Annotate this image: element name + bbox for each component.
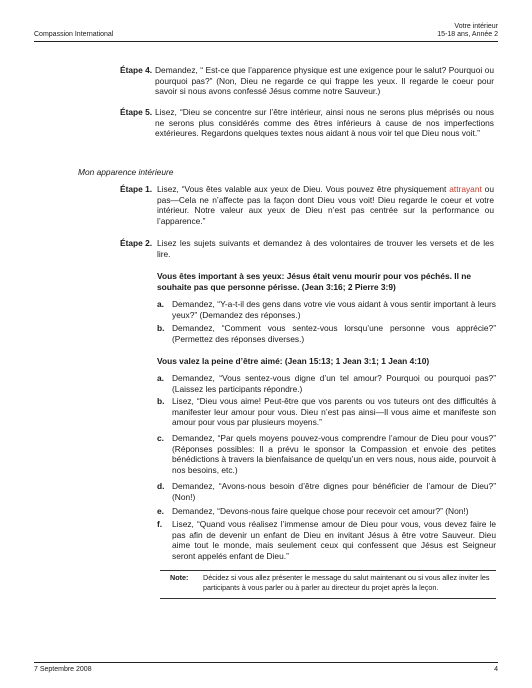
list-item [157, 299, 496, 320]
subheading-loved: Vous valez la peine d’être aimé: (Jean 15:13; 1 Jean 3:1; 1 Jean 4:10) [157, 356, 430, 366]
list-text: Demandez, “Avons-nous besoin d’être dignes pour bénéficier de l’amour de Dieu?” (Non!) [172, 481, 496, 502]
step-text: Lisez, “Vous êtes valable aux yeux de Dieu. Vous pouvez être physiquement attrayant ou pas—Cela ne n’affecte pas la façon dont Dieu vous voit! Dieu regarde le coeur et votre intérieur. Notre valeur aux yeux de Dieu n’est pas centrée sur la performance ou l’apparence.” [157, 184, 494, 226]
subheading-important: Vous êtes important à ses yeux: Jésus était venu mourir pour vos péchés. Il ne souhaite pas que personne périsse. (Jean 3:16; 2 Pierre 3:9) [157, 271, 472, 292]
list-item [157, 506, 496, 517]
list-marker: b. [157, 323, 165, 333]
note-box [160, 573, 496, 593]
list-text: Lisez, “Quand vous réalisez l’immense amour de Dieu pour vous, vous devez faire le pas afin de devenir un enfant de Dieu en invitant Jésus à être votre Sauveur. Dieu aime tout le monde, mais seulement ceux qui confessent que Jésus est Seigneur seront appelés enfant de Dieu.” [172, 519, 496, 561]
step-text: Lisez les sujets suivants et demandez à des volontaires de trouver les versets et de les lire. [157, 238, 494, 259]
list-text: Lisez, “Dieu vous aime! Peut-être que vos parents ou vos tuteurs ont des difficultés à manifester leur amour pour vous. Dieu n’est pas ainsi—Il vous aime et manifeste son amour pour vous par plusieurs moyens.” [172, 396, 496, 427]
list-marker: d. [157, 481, 165, 491]
note-divider-top [160, 570, 496, 571]
list-marker: a. [157, 299, 164, 309]
list-text: Demandez, “Comment vous sentez-vous lorsqu’une personne vous apprécie?” (Permettez des réponses diverses.) [172, 323, 496, 344]
step-5 [120, 107, 494, 139]
list-text: Demandez, “Y-a-t-il des gens dans votre vie vous aidant à vous sentir important à leurs yeux?” (Demandez des réponses.) [172, 299, 496, 320]
step-2 [120, 238, 494, 259]
step-1 [120, 184, 494, 226]
header-title-line1: Votre intérieur [454, 23, 498, 30]
header-divider [34, 41, 498, 42]
step-4 [120, 65, 494, 97]
header-title [437, 23, 498, 39]
highlighted-word: attrayant [449, 184, 482, 194]
header-title-line2: 15-18 ans, Année 2 [437, 31, 498, 38]
header-organization: Compassion International [34, 31, 114, 38]
list-item [157, 396, 496, 428]
list-marker: b. [157, 396, 165, 406]
section-title: Mon apparence intérieure [78, 167, 174, 177]
footer-divider [34, 662, 498, 663]
list-item [157, 323, 496, 344]
list-item [157, 481, 496, 502]
list-text: Demandez, “Devons-nous faire quelque chose pour recevoir cet amour?” (Non!) [172, 506, 469, 516]
list-marker: e. [157, 506, 164, 516]
list-text: Demandez, “Vous sentez-vous digne d’un tel amour? Pourquoi ou pourquoi pas?” (Laissez les participants répondre.) [172, 373, 496, 394]
step-text: Demandez, “ Est-ce que l’apparence physique est une exigence pour le salut? Pourquoi ou pourquoi pas?” (Non, Dieu ne regarde ce qui frappe les yeux. Il regarde le coeur pour savoir si nous avons confessé Jésus comme notre Sauveur.) [155, 65, 494, 96]
note-divider-bottom [160, 598, 496, 599]
list-item [157, 433, 496, 475]
step-text: Lisez, “Dieu se concentre sur l’être intérieur, ainsi nous ne serons plus méprisés ou nous ne serons plus considérés comme des êtres inférieurs à cause de nos imperfections extérieures. Regardons quelques textes nous aidant à nous voir tel que Dieu nous voit.” [155, 107, 494, 138]
page-number: 4 [494, 666, 498, 673]
list-marker: c. [157, 433, 164, 443]
list-marker: f. [157, 519, 163, 529]
step-label: Étape 4. [120, 65, 153, 75]
step-label: Étape 2. [120, 238, 153, 248]
step-label: Étape 5. [120, 107, 153, 117]
step-label: Étape 1. [120, 184, 153, 194]
list-marker: a. [157, 373, 164, 383]
note-label: Note: [170, 573, 189, 582]
list-text: Demandez, “Par quels moyens pouvez-vous comprendre l’amour de Dieu pour vous?” (Réponses possibles: Il a prévu le sponsor la Compassion et envoie des petites bénédictions à travers la bienfaisance de quelqu’un en vers nous, nous aide, pourvoit à nos besoins, etc.) [172, 433, 496, 475]
list-item [157, 373, 496, 394]
footer-date: 7 Septembre 2008 [34, 666, 92, 673]
note-text: Décidez si vous allez présenter le message du salut maintenant ou si vous allez inviter les participants à vous parler ou à parler au directeur du projet après la leçon. [203, 573, 490, 592]
list-item [157, 519, 496, 561]
